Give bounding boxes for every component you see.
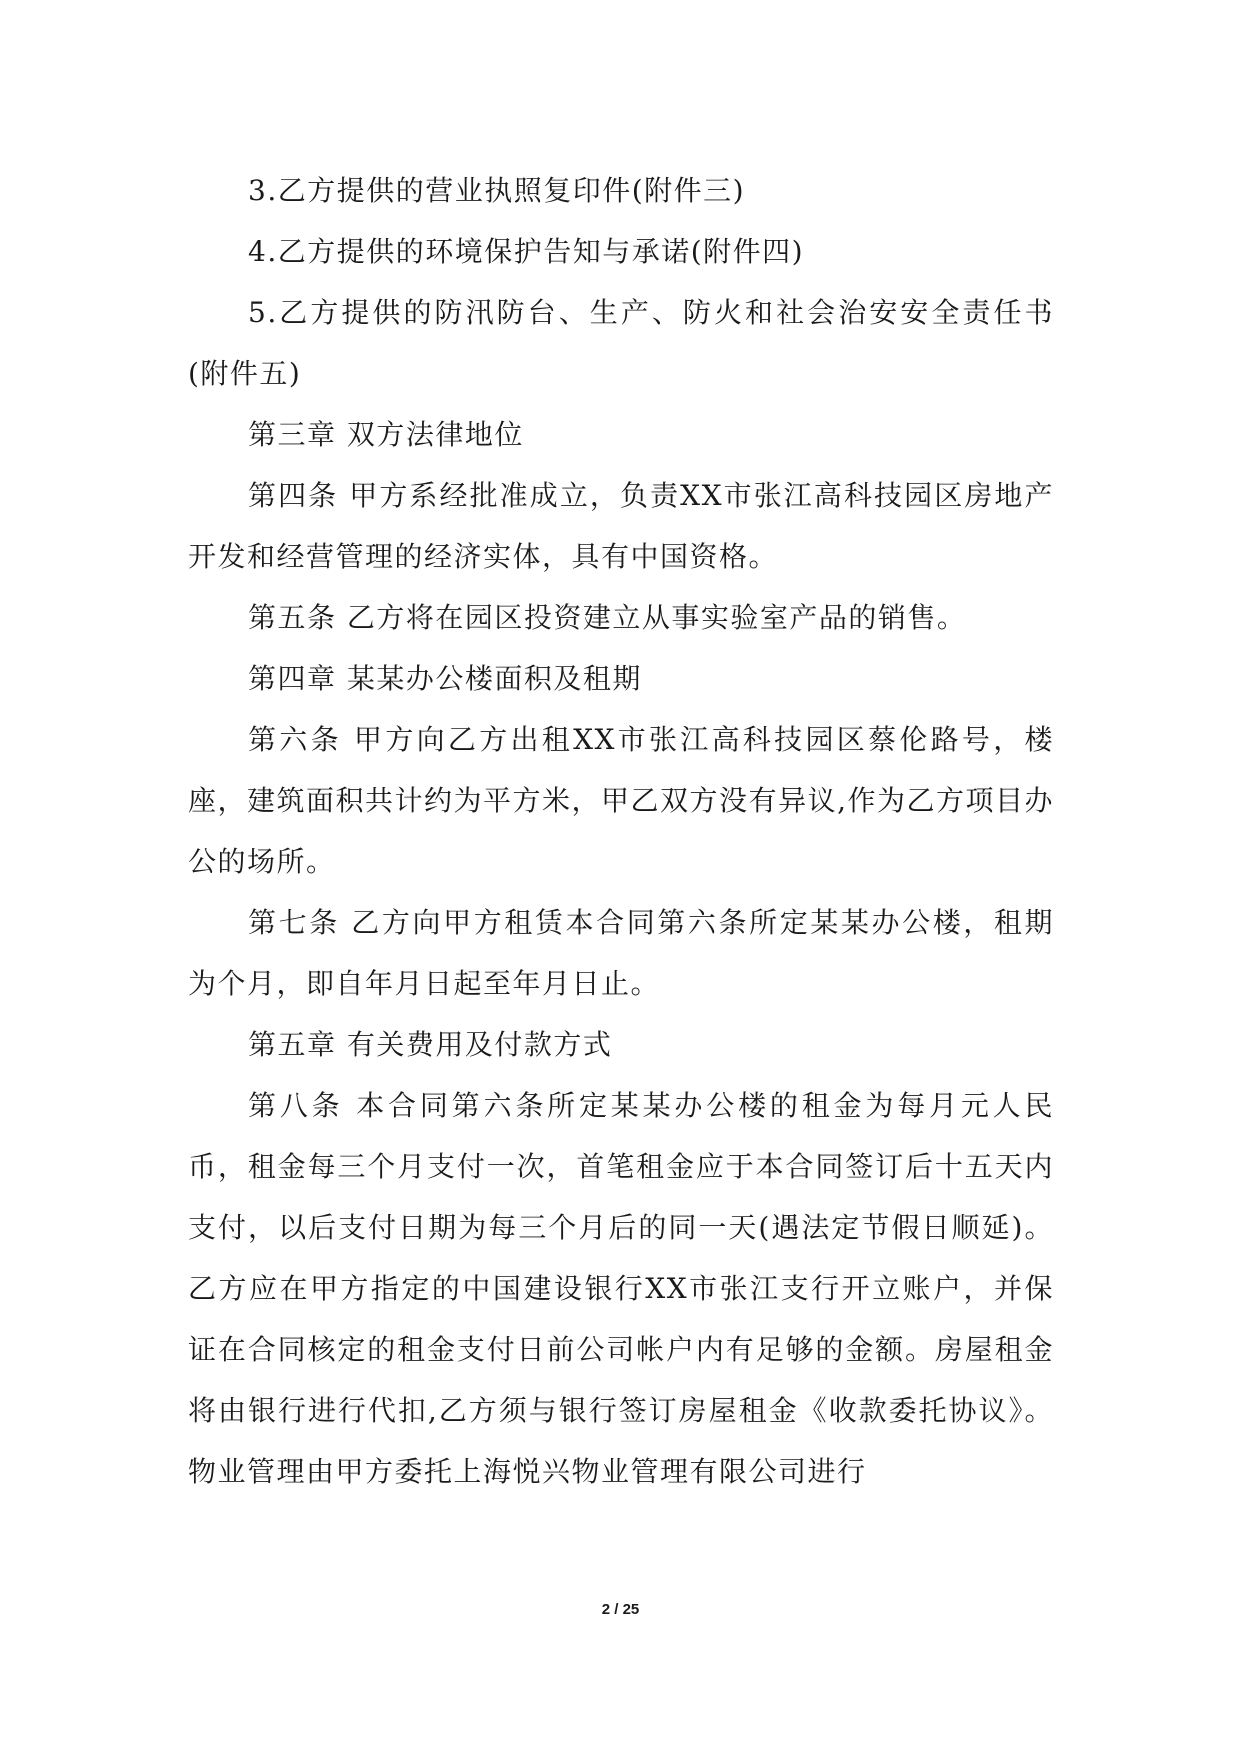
- paragraph-attachment-5: 5.乙方提供的防汛防台、生产、防火和社会治安安全责任书(附件五): [188, 296, 1054, 390]
- article-5: 第五条 乙方将在园区投资建立从事实验室产品的销售。: [248, 601, 967, 634]
- article-4: 第四条 甲方系经批准成立，负责XX市张江高科技园区房地产开发和经营管理的经济实体，具有中国资格。: [188, 479, 1054, 573]
- chapter-5-heading: 第五章 有关费用及付款方式: [248, 1028, 613, 1061]
- page-number: 2 / 25: [601, 1601, 640, 1618]
- chapter-3-heading: 第三章 双方法律地位: [248, 418, 524, 451]
- article-6: 第六条 甲方向乙方出租XX市张江高科技园区蔡伦路号，楼座，建筑面积共计约为平方米，甲乙双方没有异议,作为乙方项目办公的场所。: [188, 723, 1054, 878]
- chapter-4-heading: 第四章 某某办公楼面积及租期: [248, 662, 642, 695]
- article-7: 第七条 乙方向甲方租赁本合同第六条所定某某办公楼，租期为个月，即自年月日起至年月日止。: [188, 906, 1054, 1000]
- paragraph-attachment-3: 3.乙方提供的营业执照复印件(附件三): [248, 174, 746, 207]
- article-8: 第八条 本合同第六条所定某某办公楼的租金为每月元人民币，租金每三个月支付一次，首笔租金应于本合同签订后十五天内支付，以后支付日期为每三个月后的同一天(遇法定节假日顺延)。乙方应在甲方指定的中国建设银行XX市张江支行开立账户，并保证在合同核定的租金支付日前公司帐户内有足够的金额。房屋租金将由银行进行代扣,乙方须与银行签订房屋租金《收款委托协议》。物业管理由甲方委托上海悦兴物业管理有限公司进行: [188, 1089, 1054, 1488]
- document-body: [188, 160, 1054, 1502]
- paragraph-attachment-4: 4.乙方提供的环境保护告知与承诺(附件四): [248, 235, 805, 268]
